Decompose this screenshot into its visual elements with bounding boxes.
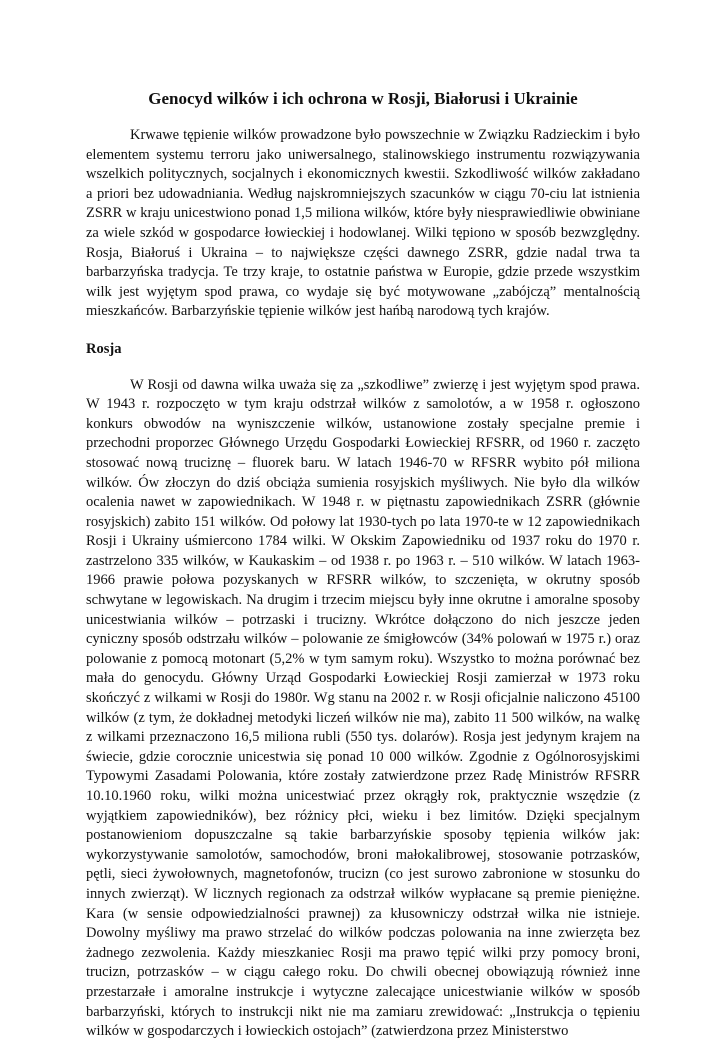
document-page (86, 88, 640, 1042)
section-heading-rosja: Rosja (86, 340, 122, 357)
intro-paragraph: Krwawe tępienie wilków prowadzone było powszechnie w Związku Radzieckim i było elementem systemu terroru jako uniwersalnego, stalinowskiego instrumentu rozwiązywania wszelkich politycznych, socjalnych i ekonomicznych kwestii. Szkodliwość wilków zakładano a priori bez udowadniania. Według najskromniejszych szacunków w ciągu 70-ciu lat istnienia ZSRR w kraju unicestwiono ponad 1,5 miliona wilków, które były niesprawiedliwie obwiniane za wiele szkód w gospodarce łowieckiej i hodowlanej. Wilki tępiono w sposób bezwzględny. Rosja, Białoruś i Ukraina – to największe części dawnego ZSRR, gdzie nadal trwa ta barbarzyńska tradycja. Te trzy kraje, to ostatnie państwa w Europie, gdzie przede wszystkim wilk jest wyjętym spod prawa, co wydaje się być motywowane „zabójczą” mentalnością mieszkańców. Barbarzyńskie tępienie wilków jest hańbą narodową tych krajów. (86, 127, 640, 320)
document-title: Genocyd wilków i ich ochrona w Rosji, Białorusi i Ukrainie (148, 89, 578, 108)
section-paragraph-rosja: W Rosji od dawna wilka uważa się za „szkodliwe” zwierzę i jest wyjętym spod prawa. W 1943 r. rozpoczęto w tym kraju odstrzał wilków z samolotów, a w 1958 r. ogłoszono konkurs obwodów na wyniszczenie wilków, ustanowione zostały specjalne premie i przechodni proporzec Głównego Urzędu Gospodarki Łowieckiej RFSRR, od 1960 r. zaczęto stosować nową truciznę – fluorek baru. W latach 1946-70 w RFSRR wybito pół miliona wilków. Ów złoczyn do dziś obciąża sumienia rosyjskich myśliwych. Nie było dla wilków ocalenia nawet w zapowiednikach. W 1948 r. w piętnastu zapowiednikach ZSRR (głównie rosyjskich) zabito 151 wilków. Od połowy lat 1930-tych po lata 1970-te w 12 zapowiednikach Rosji i Ukrainy uśmiercono 1784 wilki. W Okskim Zapowiedniku od 1937 roku do 1970 r. zastrzelono 335 wilków, w Kaukaskim – od 1938 r. po 1963 r. – 510 wilków. W latach 1963-1966 prawie połowa pozyskanych w RFSRR wilków, to szczenięta, w okrutny sposób schwytane w legowiskach. Na drugim i trzecim miejscu były inne okrutne i amoralne sposoby unicestwiania wilków – potrzaski i trucizny. Wkrótce dołączono do nich jeszcze jeden cyniczny sposób odstrzału wilków – polowanie ze śmigłowców (34% polowań w 1975 r.) oraz polowanie z pomocą motonart (5,2% w tym samym roku). Wszystko to można porównać bez mała do genocydu. Główny Urząd Gospodarki Łowieckiej Rosji zamierzał w 1973 roku skończyć z wilkami w Rosji do 1980r. Wg stanu na 2002 r. w Rosji oficjalnie naliczono 45100 wilków (z tym, że dokładnej metodyki liczeń wilków nie ma), zabito 11 500 wilków, na walkę z wilkami przeznaczono 16,5 miliona rubli (550 tys. dolarów). Rosja jest jedynym krajem na świecie, gdzie corocznie unicestwia się ponad 10 000 wilków. Zgodnie z Ogólnorosyjskimi Typowymi Zasadami Polowania, które zostały zatwierdzone przez Radę Ministrów RFSRR 10.10.1960 roku, wilki można unicestwiać przez okrągły rok, praktycznie wszędzie (z wyjątkiem zapowiedników), bez różnicy płci, wieku i bez limitów. Dzięki specjalnym postanowieniom dopuszczalne są takie barbarzyńskie sposoby tępienia wilków jak: wykorzystywanie samolotów, samochodów, broni małokalibrowej, stosowanie potrzasków, pętli, sieci żywołownych, magnetofonów, trucizn (co jest surowo zabronione w stosunku do innych zwierząt). W licznych regionach za odstrzał wilków wypłacane są premie pieniężne. Kara (w sensie odpowiedzialności prawnej) za kłusowniczy odstrzał wilka nie istnieje. Dowolny myśliwy ma prawo strzelać do wilków podczas polowania na inne zwierzęta bez żadnego zezwolenia. Każdy mieszkaniec Rosji ma prawo tępić wilki przy pomocy broni, trucizn, potrzasków – w ciągu całego roku. Do chwili obecnej obowiązują również inne przestarzałe i amoralne instrukcje i wytyczne zalecające unicestwianie wilków w sposób barbarzyński, których to instrukcji nikt nie ma zamiaru zrewidować: „Instrukcja o tępieniu wilków w gospodarczych i łowieckich ostojach” (zatwierdzona przez Ministerstwo (86, 376, 640, 1040)
